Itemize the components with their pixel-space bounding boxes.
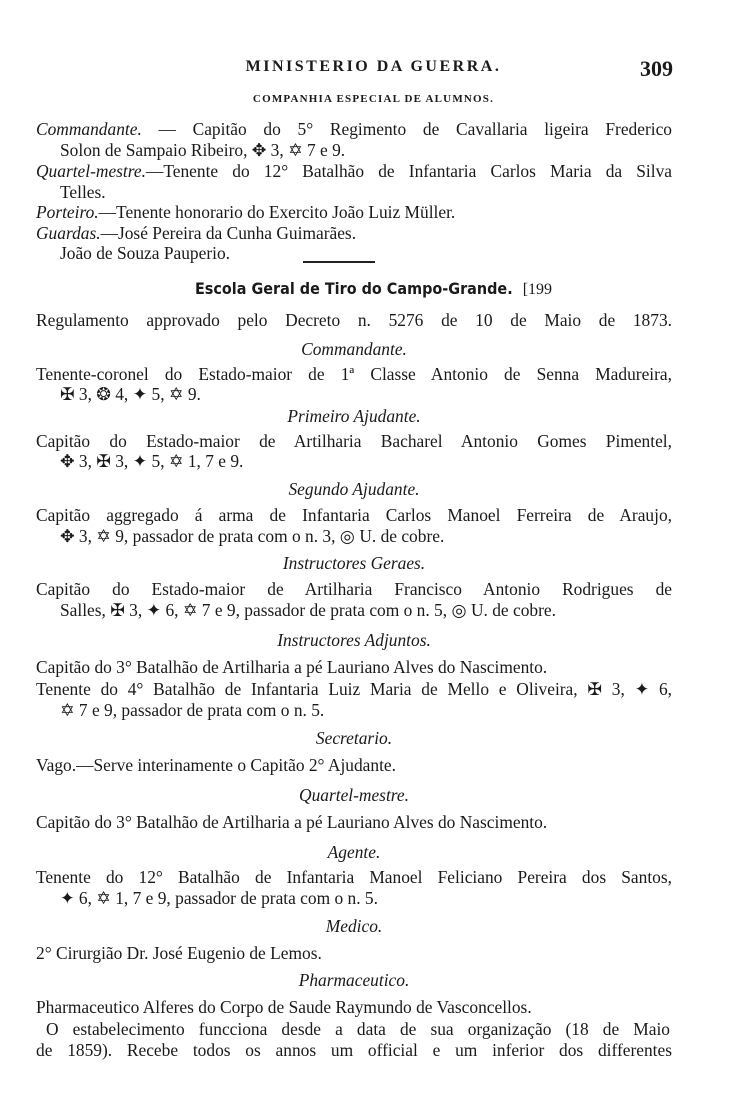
page-number: 309 <box>640 56 673 81</box>
text-line: Capitão do Estado-maior de Artilharia Bacharel Antonio Gomes Pimentel, <box>36 431 672 451</box>
text-line <box>36 161 672 182</box>
entry-heading: Secretario. <box>315 728 393 748</box>
entry-heading: Segundo Ajudante. <box>288 479 420 499</box>
section-title-text: Escola Geral de Tiro do Campo-Grande. <box>194 279 513 298</box>
entry-heading: Pharmaceutico. <box>298 970 410 990</box>
text-line: ✦ 6, ✡ 1, 7 e 9, passador de prata com o n. 5. <box>60 888 378 908</box>
role-label: Quartel-mestre. <box>36 161 146 181</box>
line-text: —Tenente do 12° Batalhão de Infantaria Carlos Maria da Silva <box>145 161 672 181</box>
text-line: Regulamento approvado pelo Decreto n. 5276 de 10 de Maio de 1873. <box>36 310 672 330</box>
text-line: Salles, ✠ 3, ✦ 6, ✡ 7 e 9, passador de prata com o n. 5, ◎ U. de cobre. <box>60 600 556 620</box>
text-line: Capitão do 3° Batalhão de Artilharia a pé Lauriano Alves do Nascimento. <box>36 657 548 677</box>
text-line: João de Souza Pauperio. <box>60 243 231 263</box>
text-line: Capitão do 3° Batalhão de Artilharia a pé Lauriano Alves do Nascimento. <box>36 812 548 832</box>
text-line: Telles. <box>60 182 106 202</box>
text-line: Capitão do Estado-maior de Artilharia Francisco Antonio Rodrigues de <box>36 579 672 599</box>
text-line: Tenente do 12° Batalhão de Infantaria Manoel Feliciano Pereira dos Santos, <box>36 867 672 887</box>
section-subtitle: COMPANHIA ESPECIAL DE ALUMNOS. <box>252 93 495 105</box>
text-line: Tenente do 4° Batalhão de Infantaria Luiz Maria de Mello e Oliveira, ✠ 3, ✦ 6, <box>36 679 672 699</box>
line-text: —José Pereira da Cunha Guimarães. <box>100 223 357 243</box>
text-line <box>36 119 672 140</box>
role-label: Commandante. <box>36 119 142 139</box>
text-line: Solon de Sampaio Ribeiro, ✥ 3, ✡ 7 e 9. <box>60 140 346 160</box>
entry-heading: Primeiro Ajudante. <box>287 406 421 426</box>
text-line: O estabelecimento funcciona desde a data de sua organização (18 de Maio <box>46 1019 670 1039</box>
text-line: Tenente-coronel do Estado-maior de 1ª Classe Antonio de Senna Madureira, <box>36 364 672 384</box>
role-label: Guardas. <box>36 223 101 243</box>
line-text: —Tenente honorario do Exercito João Luiz Müller. <box>98 202 456 222</box>
text-line: ✥ 3, ✡ 9, passador de prata com o n. 3, ◎ U. de cobre. <box>60 526 445 546</box>
entry-heading: Instructores Geraes. <box>282 553 426 573</box>
entry-heading: Commandante. <box>301 339 407 359</box>
section-title <box>0 279 747 299</box>
text-line: Capitão aggregado á arma de Infantaria Carlos Manoel Ferreira de Araujo, <box>36 505 672 525</box>
section-ref: [199 <box>522 281 553 298</box>
text-line: Vago.—Serve interinamente o Capitão 2° Ajudante. <box>36 755 396 775</box>
entry-heading: Medico. <box>325 916 383 936</box>
text-line: 2° Cirurgião Dr. José Eugenio de Lemos. <box>36 943 322 963</box>
text-line: de 1859). Recebe todos os annos um official e um inferior dos differentes <box>36 1040 672 1060</box>
text-line: ✥ 3, ✠ 3, ✦ 5, ✡ 1, 7 e 9. <box>60 451 244 471</box>
text-line: ✡ 7 e 9, passador de prata com o n. 5. <box>60 700 325 720</box>
text-line <box>36 202 672 223</box>
text-line: Pharmaceutico Alferes do Corpo de Saude Raymundo de Vasconcellos. <box>36 997 532 1017</box>
text-line: ✠ 3, ❂ 4, ✦ 5, ✡ 9. <box>60 384 201 404</box>
line-text: — Capitão do 5° Regimento de Cavallaria ligeira Frederico <box>141 119 672 139</box>
entry-heading: Instructores Adjuntos. <box>277 630 431 650</box>
entry-heading: Agente. <box>327 842 381 862</box>
divider-rule <box>303 261 375 263</box>
running-header: MINISTERIO DA GUERRA. <box>245 58 502 75</box>
entry-heading: Quartel-mestre. <box>299 785 409 805</box>
role-label: Porteiro. <box>36 202 99 222</box>
text-line <box>36 223 672 244</box>
